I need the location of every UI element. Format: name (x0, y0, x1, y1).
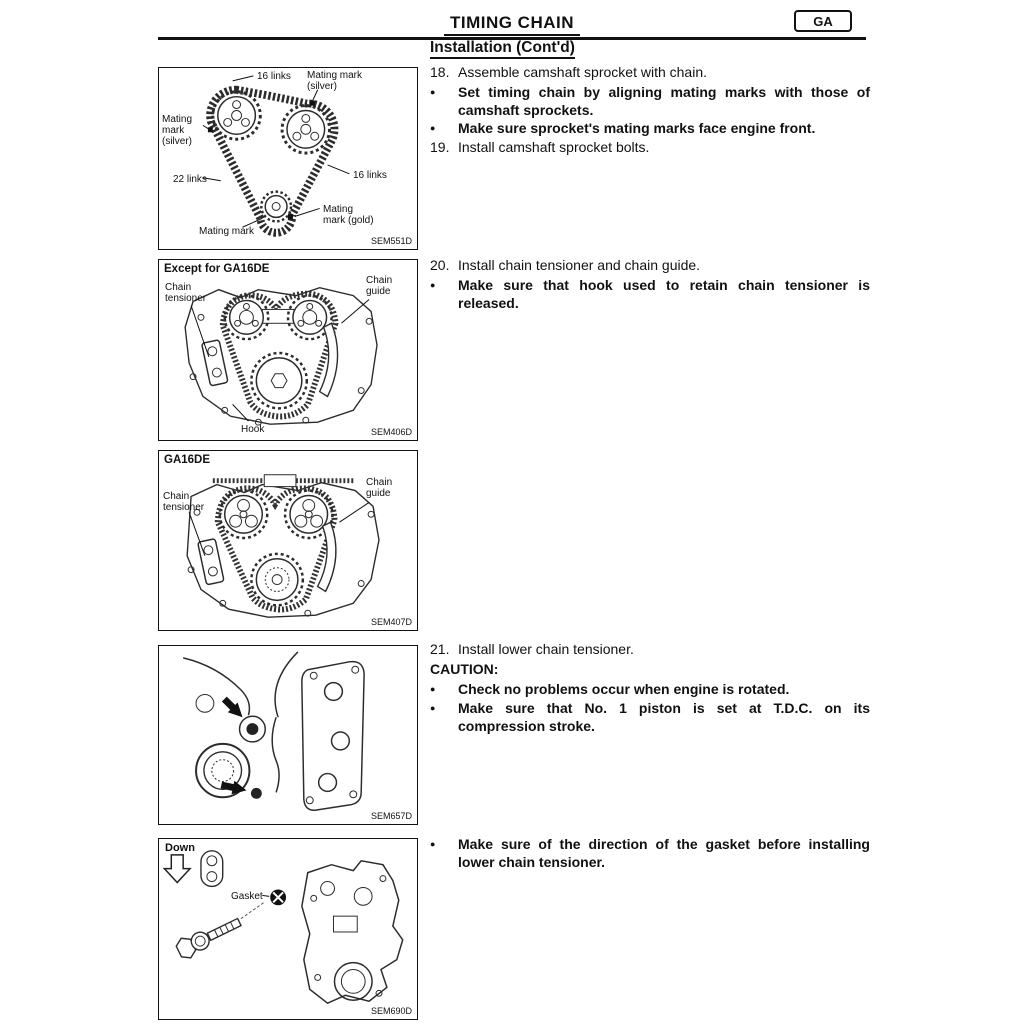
bullet-icon: ● (430, 839, 436, 849)
timing-chain-diagram (159, 68, 417, 249)
bullet-icon: ● (430, 280, 436, 290)
label-chain-guide: Chain guide (366, 477, 393, 500)
section-heading (430, 38, 870, 58)
tensioner-bolt-part (174, 912, 244, 961)
label-mating-mark-silver-right: Mating mark (silver) (307, 70, 363, 93)
bullet-text: Make sure that No. 1 piston is set at T.D.C. on its compression stroke. (458, 700, 870, 734)
figure-ref: SEM406D (370, 427, 412, 437)
leader-line (262, 895, 269, 896)
crank-sprocket (251, 353, 306, 408)
figure-ref: SEM657D (370, 811, 412, 821)
figure-lower-tensioner-location (158, 645, 418, 825)
bullet-icon: ● (430, 703, 436, 713)
engine-closeup-diagram (159, 646, 417, 824)
step-number: 19. (430, 139, 450, 155)
bullet-item-marks-face-front (430, 120, 870, 138)
label-mating-mark-gold: Mating mark (gold) (323, 204, 374, 227)
pointer-arrow-icon (219, 694, 247, 722)
step-text: Install chain tensioner and chain guide. (458, 257, 701, 273)
label-16-links-right: 16 links (353, 170, 387, 181)
mating-mark-bottom (288, 214, 293, 219)
cam-sprocket-left (225, 296, 269, 340)
bullet-item-tdc (430, 700, 870, 736)
figure-ref: SEM690D (370, 1006, 412, 1016)
page-header (158, 13, 866, 33)
bullet-item-no-problems (430, 681, 870, 699)
figure-tensioner-ga16de (158, 450, 418, 631)
gasket-install-diagram (159, 839, 417, 1019)
section-heading-text: Installation (Cont'd) (430, 39, 575, 59)
step-number: 20. (430, 257, 450, 273)
engine-contour (275, 652, 298, 717)
bullet-icon: ● (430, 87, 436, 97)
figure-ref: SEM407D (370, 617, 412, 627)
label-down: Down (165, 842, 195, 854)
label-gasket: Gasket (231, 891, 263, 902)
label-hook: Hook (241, 424, 265, 435)
bullet-text: Set timing chain by aligning mating marks with those of camshaft sprockets. (458, 84, 870, 118)
label-16-links-top: 16 links (257, 71, 291, 82)
figure-variant-title: Except for GA16DE (164, 263, 270, 275)
cam-bracket (264, 475, 296, 487)
step-18 (430, 64, 870, 82)
label-chain-tensioner: Chain tensioner (163, 491, 205, 514)
bullet-item-gasket-direction (430, 836, 870, 872)
step-text: Assemble camshaft sprocket with chain. (458, 64, 707, 80)
bullet-item-hook-released (430, 277, 870, 313)
bullet-icon: ● (430, 684, 436, 694)
bullet-text: Make sure sprocket's mating marks face engine front. (458, 120, 816, 136)
crank-sprocket (261, 192, 291, 222)
engine-contour (183, 658, 249, 715)
figure-variant-title: GA16DE (164, 454, 211, 466)
dowel-hole (196, 694, 214, 712)
bullet-text: Make sure that hook used to retain chain tensioner is released. (458, 277, 870, 311)
cam-sprocket-right (282, 106, 329, 153)
step-21 (430, 641, 870, 659)
label-mating-mark: Mating mark (199, 226, 255, 237)
down-arrow-icon (164, 855, 190, 883)
caution-label: CAUTION: (430, 661, 499, 677)
step-number: 18. (430, 64, 450, 80)
circled-x-icon (270, 889, 286, 905)
step-number: 21. (430, 641, 450, 657)
step-20 (430, 257, 870, 275)
figure-ref: SEM551D (370, 236, 412, 246)
crank-sprocket (251, 554, 302, 605)
gasket-part (201, 851, 223, 887)
bullet-item-set-timing-chain (430, 84, 870, 120)
label-chain-tensioner: Chain tensioner (165, 282, 207, 305)
tensioner-bracket (302, 662, 364, 811)
engine-contour (272, 717, 279, 792)
step-text: Install lower chain tensioner. (458, 641, 634, 657)
cam-sprocket-left (220, 491, 267, 538)
section-badge: GA (794, 10, 852, 32)
engine-block (302, 861, 403, 1003)
bullet-text: Make sure of the direction of the gasket before installing lower chain tensioner. (458, 836, 870, 870)
label-mating-mark-silver-left: Mating mark (silver) (162, 114, 193, 148)
label-chain-guide: Chain guide (366, 275, 393, 298)
page-title: TIMING CHAIN (444, 13, 580, 36)
lower-bolt (251, 788, 262, 799)
bullet-icon: ● (430, 123, 436, 133)
tensioner-bolt (246, 723, 258, 735)
figure-tensioner-except-ga16de (158, 259, 418, 441)
bullet-text: Check no problems occur when engine is rotated. (458, 681, 790, 697)
figure-chain-mating-marks (158, 67, 418, 250)
step-19 (430, 139, 870, 157)
label-22-links: 22 links (173, 174, 207, 185)
step-text: Install camshaft sprocket bolts. (458, 139, 650, 155)
figure-gasket-direction (158, 838, 418, 1020)
